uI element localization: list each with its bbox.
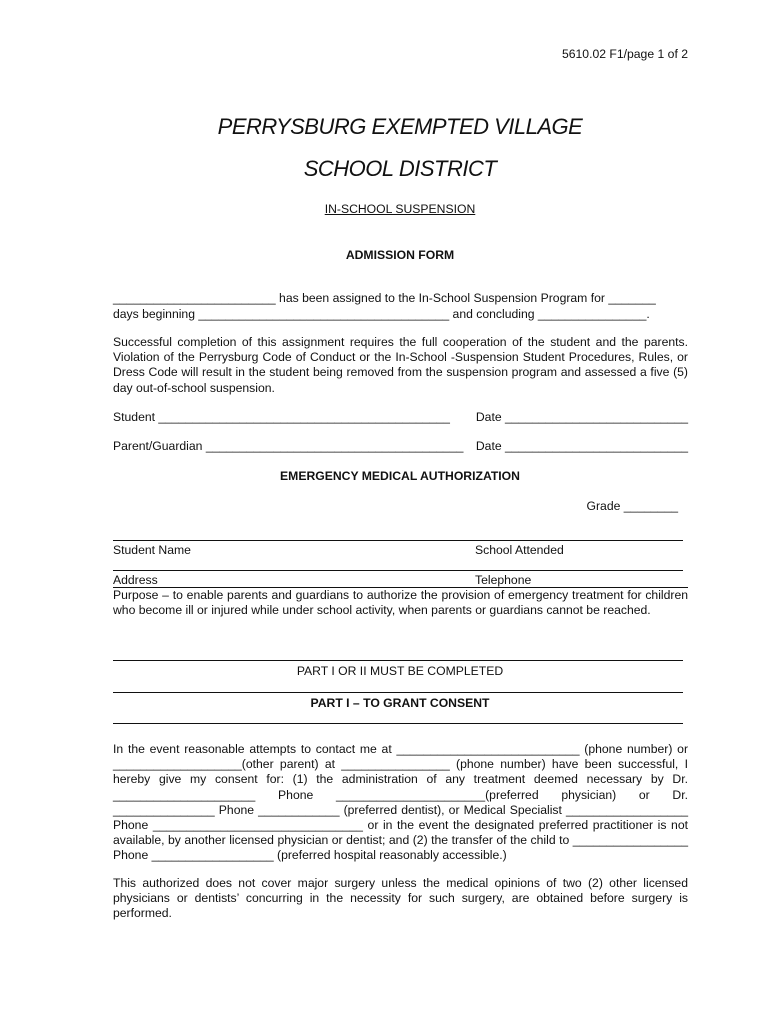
- assignment-line-2: days beginning _____________________________________ and concluding ________________.: [113, 307, 650, 321]
- address-label: Address: [113, 573, 158, 587]
- surgery-paragraph: This authorized does not cover major surgery unless the medical opinions of two (2) other licensed physicians or dentists’ concurring in the necessity for such surgery, are obtained before surgery is performed.: [113, 876, 688, 921]
- divider-line-1: [113, 660, 683, 661]
- divider-line-2: [113, 692, 683, 693]
- divider-line-3: [113, 723, 683, 724]
- address-line: [113, 570, 683, 571]
- part1-heading: PART I – TO GRANT CONSENT: [310, 696, 490, 710]
- school-attended-label: School Attended: [475, 543, 564, 557]
- student-name-label: Student Name: [113, 543, 191, 557]
- student-date-field: Date ___________________________: [475, 410, 688, 424]
- parent-signature-field: Parent/Guardian ______________________________________: [113, 439, 464, 453]
- district-title-line1: PERRYSBURG EXEMPTED VILLAGE: [217, 114, 583, 139]
- completion-paragraph: Successful completion of this assignment requires the full cooperation of the student and the parents. Violation of the Perrysburg Code of Conduct or the In-School -Suspension Student Procedures, Rules, or Dress Code will result in the student being removed from the suspension program and assessed a five (5) day out-of-school suspension.: [113, 335, 688, 395]
- district-title-line2: SCHOOL DISTRICT: [303, 156, 497, 181]
- assignment-line-1: ________________________ has been assigned to the In-School Suspension Program for _______: [113, 291, 656, 305]
- student-name-line: [113, 540, 683, 541]
- admission-form-heading: ADMISSION FORM: [345, 248, 455, 262]
- consent-paragraph: In the event reasonable attempts to contact me at ___________________________ (phone number) or ___________________(other parent) at ________________ (phone number) have been successful, I hereby give my consent for: (1) the administration of any treatment deemed necessary by Dr. _____________________ Phone ______________________(preferred physician) or Dr. _______________ Phone ____________ (preferred dentist), or Medical Specialist __________________ Phone _______________________________ or in the event the designated preferred practitioner is not available, by another licensed physician or dentist; and (2) the transfer of the child to _________________ Phone __________________ (preferred hospital reasonably accessible.): [113, 742, 688, 863]
- telephone-label: Telephone: [475, 573, 532, 587]
- student-signature-field: Student ___________________________________________: [113, 410, 450, 424]
- grade-field: Grade ________: [586, 499, 678, 513]
- form-subtitle: IN-SCHOOL SUSPENSION: [324, 202, 476, 216]
- purpose-paragraph: Purpose – to enable parents and guardians to authorize the provision of emergency treatment for children who become ill or injured while under school activity, when parents or guardians cannot be reached.: [113, 588, 688, 618]
- page-number: 5610.02 F1/page 1 of 2: [561, 47, 688, 61]
- parent-date-field: Date ___________________________: [475, 439, 688, 453]
- part-required-notice: PART I OR II MUST BE COMPLETED: [296, 664, 504, 678]
- emergency-heading: EMERGENCY MEDICAL AUTHORIZATION: [280, 469, 520, 483]
